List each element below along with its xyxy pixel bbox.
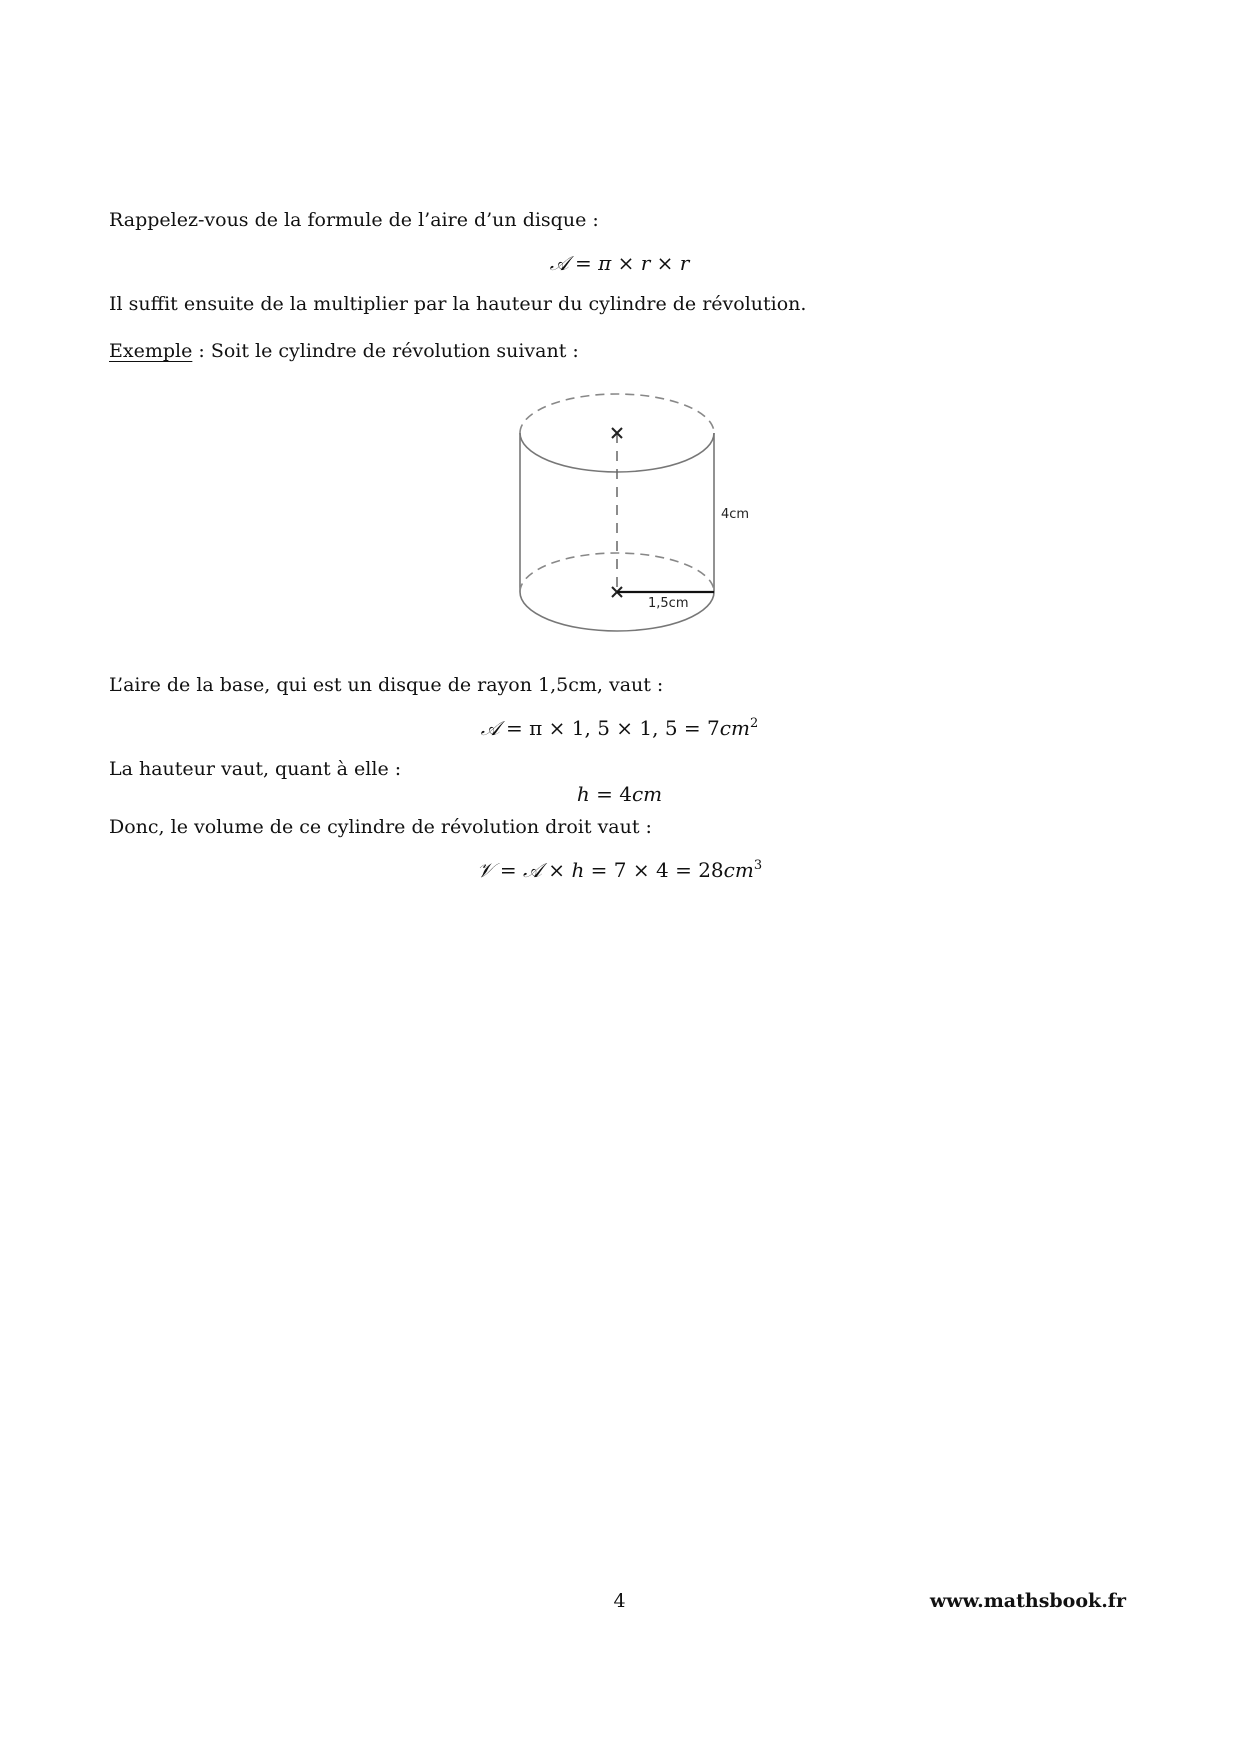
exponent-2: 2: [749, 716, 759, 731]
equation-disk-area: [0, 250, 1239, 276]
paragraph-volume: Donc, le volume de ce cylindre de révolution droit vaut :: [109, 816, 652, 838]
height-label: 4cm: [721, 507, 750, 522]
cylinder-figure: [515, 383, 755, 643]
symbol-h: h: [571, 858, 585, 882]
unit-cm: cm: [723, 858, 754, 882]
equation-height-mid: = 4: [589, 782, 632, 806]
paragraph-example: [109, 339, 579, 363]
times-sign: ×: [541, 858, 572, 882]
equation-base-area-mid: = π × 1, 5 × 1, 5 = 7: [499, 716, 720, 740]
page-number: 4: [613, 1590, 626, 1612]
equation-height: [0, 781, 1239, 807]
paragraph-disk-area-intro: Rappelez-vous de la formule de l’aire d’un disque :: [109, 209, 599, 231]
equation-base-area: [0, 715, 1239, 741]
unit-cm: cm: [631, 782, 663, 806]
symbol-h: h: [576, 782, 590, 806]
example-label: Exemple: [109, 340, 193, 362]
equation-volume-mid: = 7 × 4 = 28: [584, 858, 724, 882]
paragraph-height: La hauteur vaut, quant à elle :: [109, 758, 402, 780]
equation-volume: [0, 857, 1239, 883]
symbol-area: 𝒜: [549, 251, 569, 275]
radius-label: 1,5cm: [648, 596, 689, 611]
site-url: www.mathsbook.fr: [929, 1590, 1126, 1612]
equation-disk-area-rhs: = π × r × r: [568, 251, 690, 275]
equals-sign: =: [493, 858, 524, 882]
unit-cm: cm: [719, 716, 750, 740]
symbol-area: 𝒜: [480, 716, 500, 740]
top-ellipse-back: [520, 394, 714, 433]
paragraph-base-area: L’aire de la base, qui est un disque de rayon 1,5cm, vaut :: [109, 674, 664, 696]
symbol-volume: 𝒱: [476, 858, 494, 882]
symbol-area: 𝒜: [523, 858, 542, 882]
example-text: : Soit le cylindre de révolution suivant :: [192, 340, 579, 362]
paragraph-multiply-height: Il suffit ensuite de la multiplier par la hauteur du cylindre de révolution.: [109, 293, 807, 315]
exponent-3: 3: [753, 858, 763, 873]
